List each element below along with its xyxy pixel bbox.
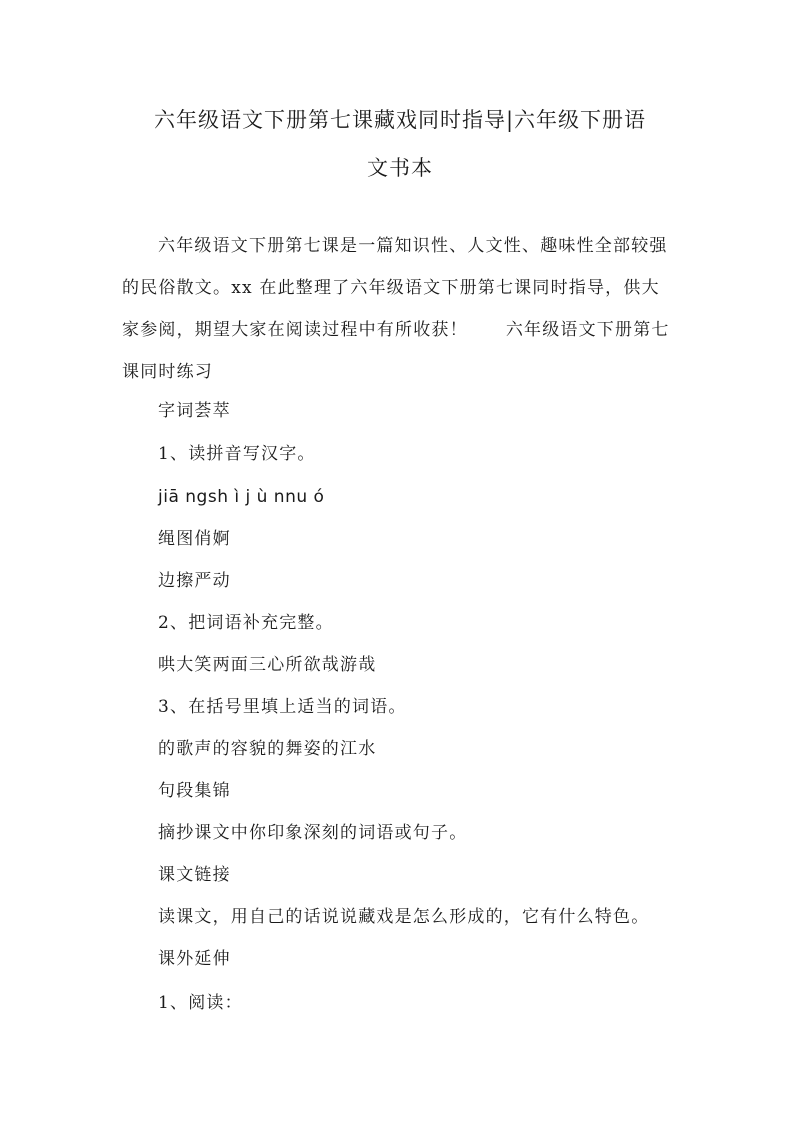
document-title <box>100 96 700 192</box>
title-line-2: 文书本 <box>367 156 433 180</box>
intro-line-2: 的民俗散文。xx 在此整理了六年级语文下册第七课同时指导，供大 <box>122 278 660 298</box>
section-heading: 课文链接 <box>158 865 231 885</box>
exercise-line: 摘抄课文中你印象深刻的词语或句子。 <box>158 823 468 843</box>
exercise-line: 的歌声的容貌的舞姿的江水 <box>158 739 377 759</box>
exercise-item: 1、阅读： <box>158 993 243 1013</box>
section-heading: 课外延伸 <box>158 949 231 969</box>
exercise-line: 读课文，用自己的话说说藏戏是怎么形成的，它有什么特色。 <box>158 907 650 927</box>
intro-paragraph <box>122 225 687 393</box>
intro-line-3-b: 六年级语文下册第七 <box>505 320 670 340</box>
exercise-item: 1、读拼音写汉字。 <box>158 444 316 464</box>
intro-line-3 <box>122 309 687 351</box>
exercise-line: 绳图俏婀 <box>158 529 231 549</box>
exercise-line: 边擦严动 <box>158 571 231 591</box>
title-line-1: 六年级语文下册第七课藏戏同时指导|六年级下册语 <box>153 108 647 132</box>
intro-line-3-a: 家参阅，期望大家在阅读过程中有所收获！ <box>122 320 468 340</box>
exercise-line: 哄大笑两面三心所欲哉游哉 <box>158 655 377 675</box>
pinyin-line: jiā ngsh ì j ù nnu ó <box>158 487 325 507</box>
intro-line-4: 课同时练习 <box>122 362 213 382</box>
section-heading: 字词荟萃 <box>158 401 231 421</box>
intro-line-1: 六年级语文下册第七课是一篇知识性、人文性、趣味性全部较强 <box>158 236 668 256</box>
exercise-item: 3、在括号里填上适当的词语。 <box>158 697 407 717</box>
exercise-item: 2、把词语补充完整。 <box>158 613 334 633</box>
section-heading: 句段集锦 <box>158 781 231 801</box>
